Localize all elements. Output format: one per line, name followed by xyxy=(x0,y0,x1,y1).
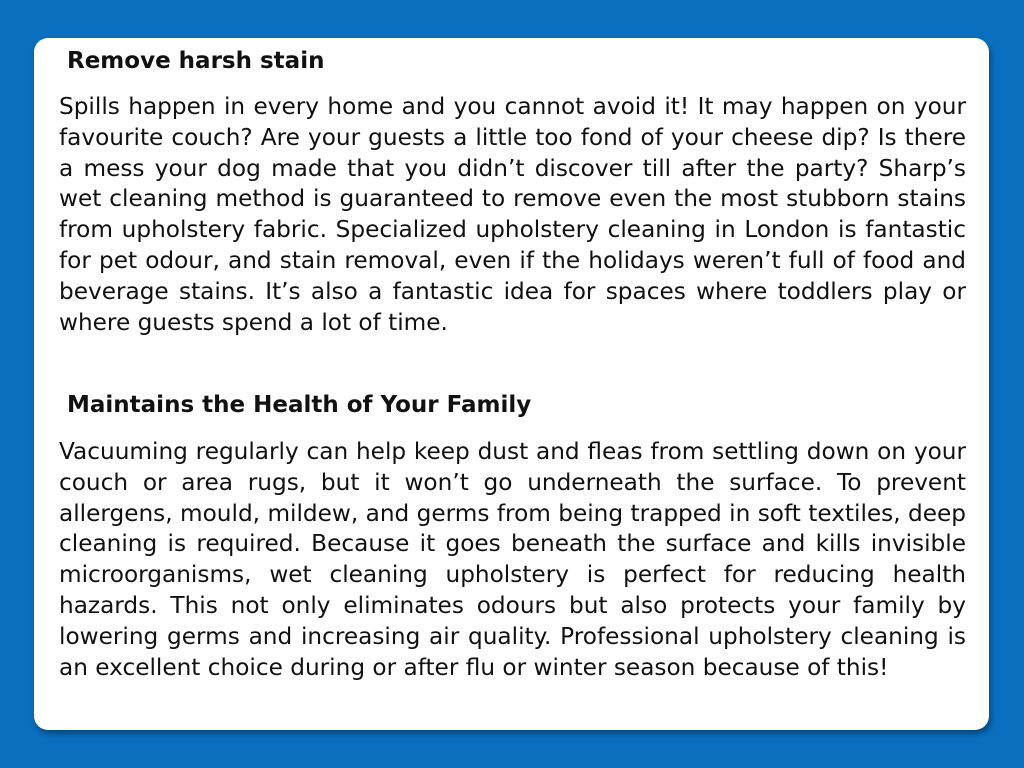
section-heading-remove-stain: Remove harsh stain xyxy=(67,48,325,74)
section-body-remove-stain: Spills happen in every home and you cannot avoid it! It may happen on your favourite couch? Are your guests a little too fond of your cheese dip? Is there a mess your dog made that you didn’t discover till after the party? Sharp’s wet cleaning method is guaranteed to remove even the most stubborn stains from upholstery fabric. Specialized upholstery cleaning in London is fantastic for pet odour, and stain removal, even if the holidays weren’t full of food and beverage stains. It’s also a fantastic idea for spaces where toddlers play or where guests spend a lot of time. xyxy=(59,93,966,336)
section-heading-family-health: Maintains the Health of Your Family xyxy=(67,392,532,418)
section-body-family-health: Vacuuming regularly can help keep dust and fleas from settling down on your couch or area rugs, but it won’t go underneath the surface. To prevent allergens, mould, mildew, and germs from being trapped in soft textiles, deep cleaning is required. Because it goes beneath the surface and kills invisible microorganisms, wet cleaning upholstery is perfect for reducing health hazards. This not only eliminates odours but also protects your family by lowering germs and increasing air quality. Professional upholstery cleaning is an excellent choice during or after flu or winter season because of this! xyxy=(59,438,966,681)
